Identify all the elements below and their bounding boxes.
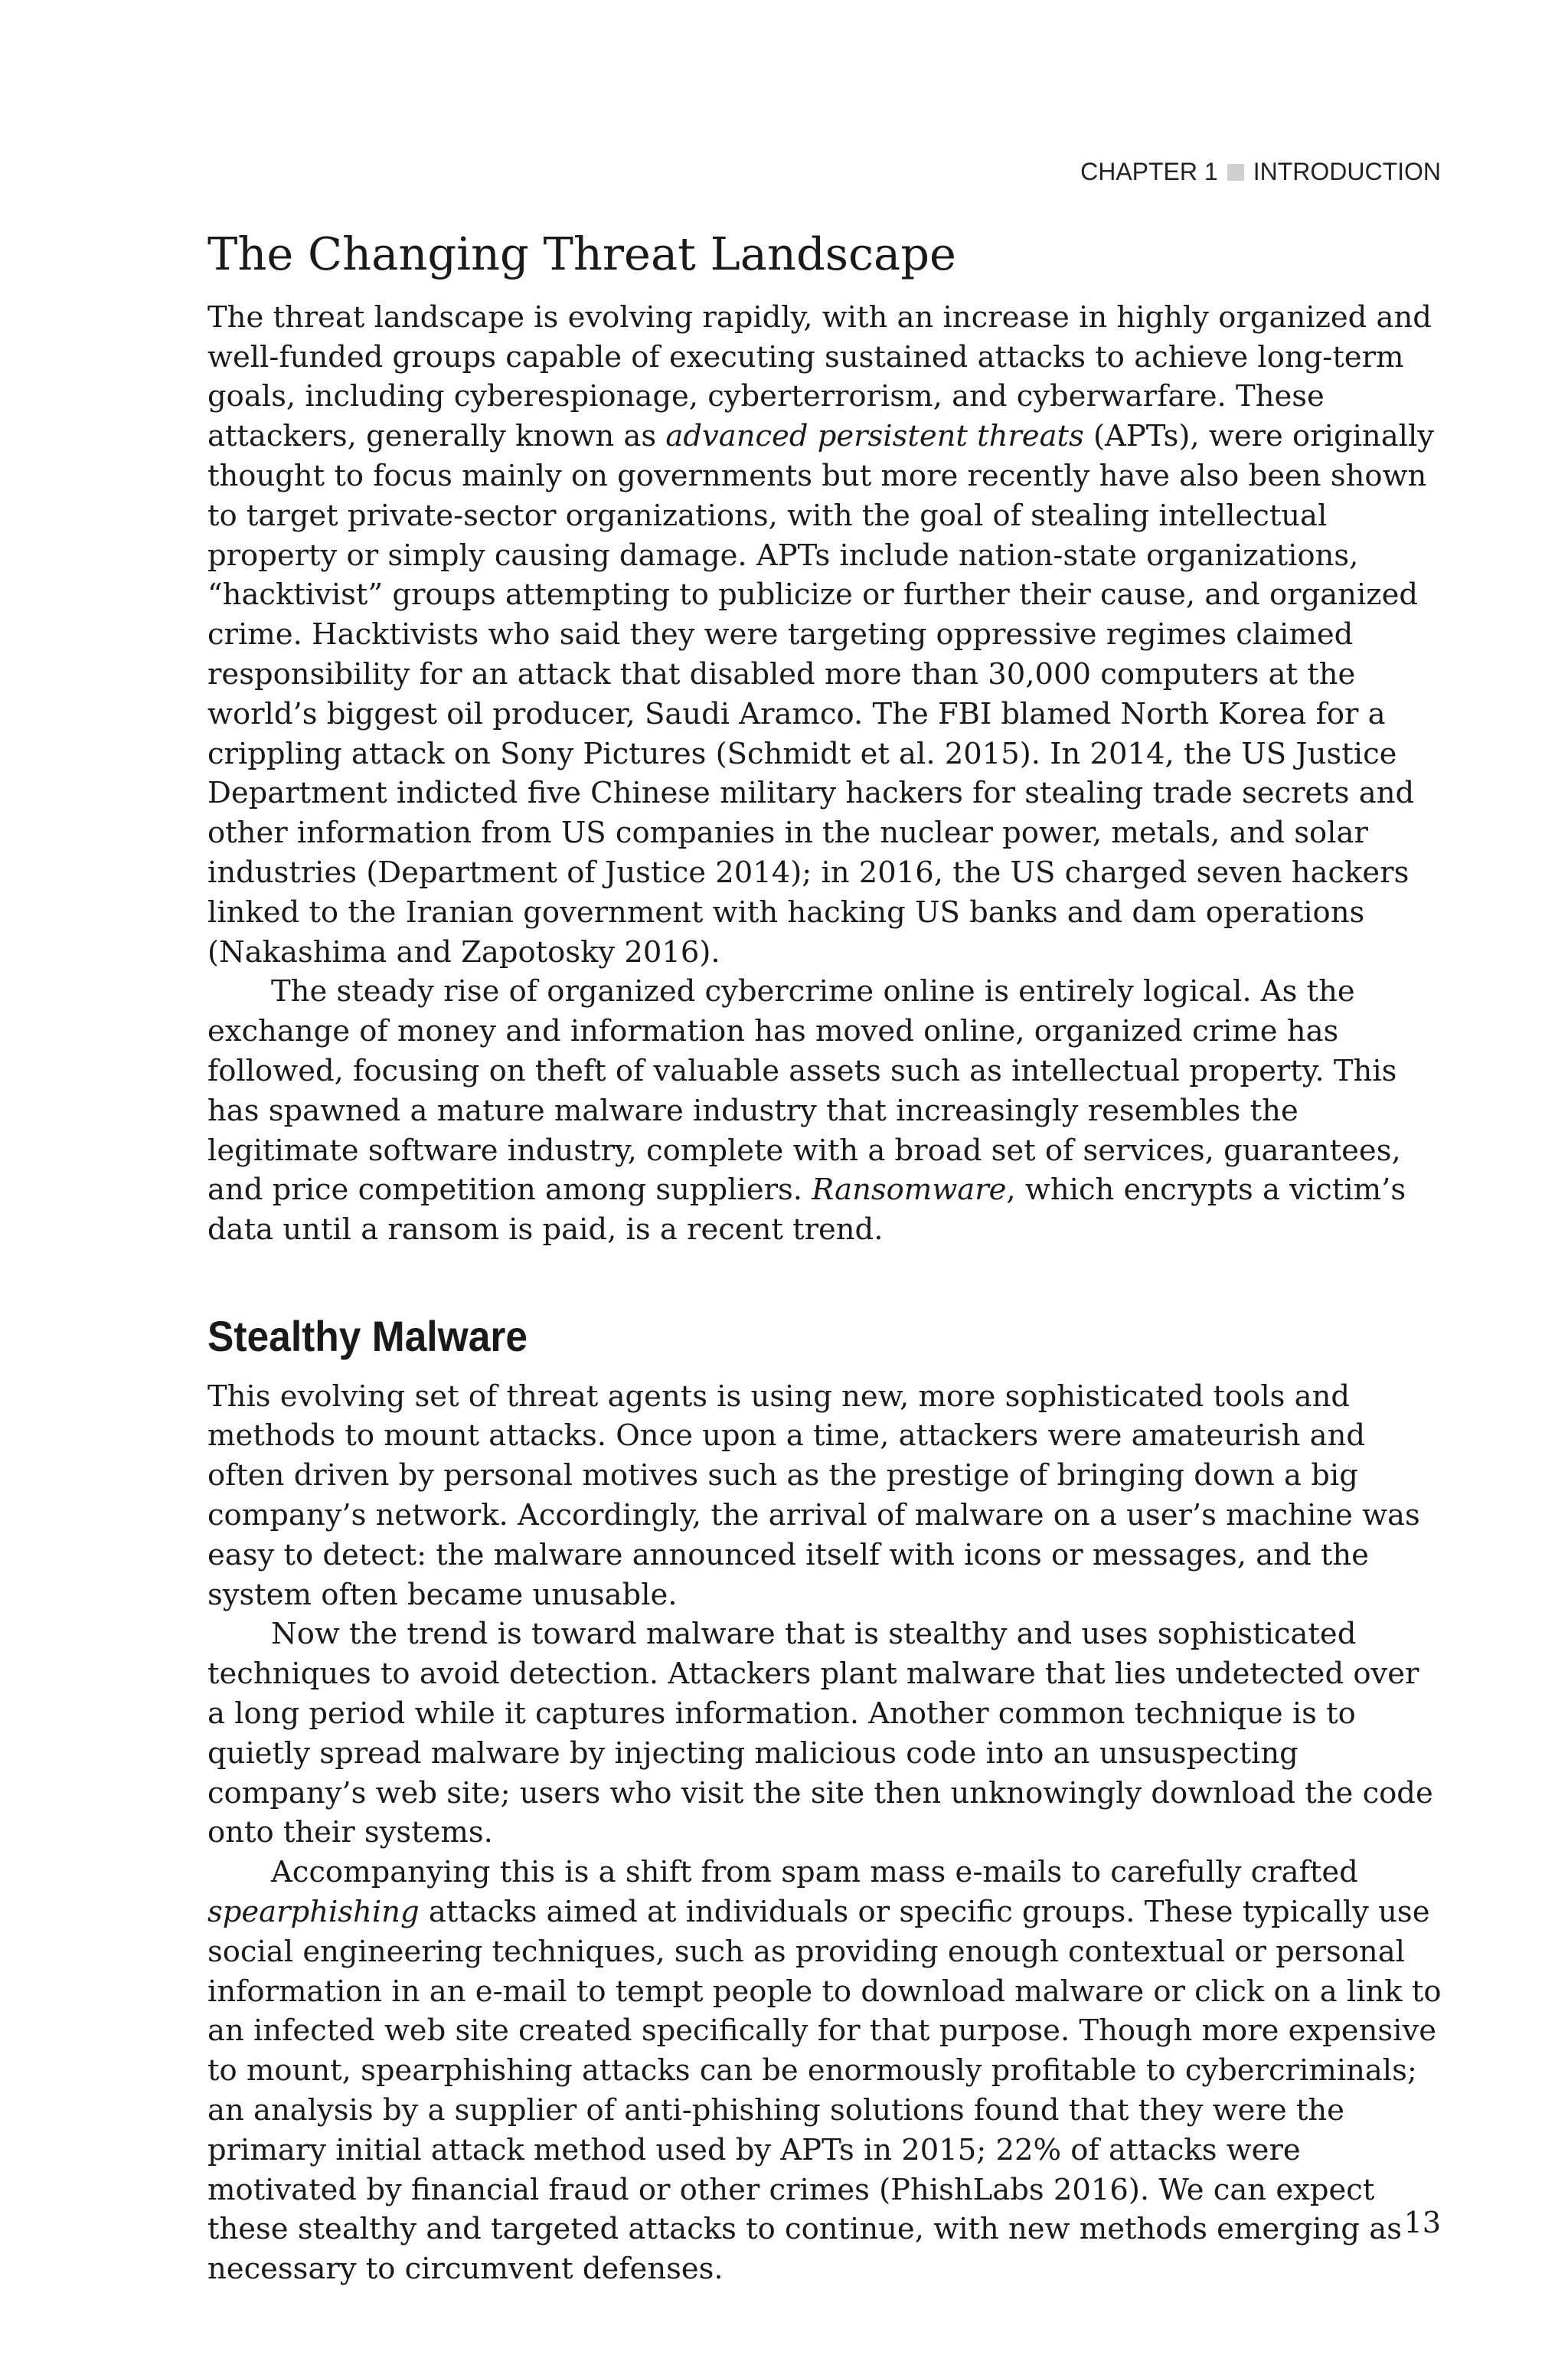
text-run: The steady rise of organized cybercrime online is entirely logical. As the exchange of money and information has moved online, organized crime has followed, focusing on theft of valuable assets such as intellectual property. This has spawned a mature malware industry that increasingly resembles the legitimate software industry, complete with a broad set of services, guarantees, and price competition among suppliers. [207, 974, 1401, 1208]
running-head [1080, 158, 1441, 186]
page-number: 13 [1403, 2206, 1441, 2239]
running-head-chapter: CHAPTER 1 [1080, 158, 1218, 185]
paragraph-stealthy-malware-3 [207, 1853, 1442, 2289]
emphasis-ransomware-term: Ransomware [812, 1173, 1007, 1208]
text-run: attacks aimed at individuals or specific groups. These typically use social engineering techniques, such as providing enough contextual or personal information in an e-mail to tempt people to download malware or click on a link to an infected web site created specifically for that purpose. Though more expensive to mount, spearphishing attacks can be enormously profitable to cybercriminals; an analysis by a supplier of anti-phishing solutions found that they were the primary initial attack method used by APTs in 2015; 22% of attacks were motivated by financial fraud or other crimes (PhishLabs 2016). We can expect these stealthy and targeted attacks to continue, with new methods emerging as necessary to circumvent defenses. [207, 1894, 1442, 2287]
page-content [207, 227, 1442, 2289]
emphasis-apt-term: advanced persistent threats [665, 419, 1084, 454]
paragraph-stealthy-malware-1: This evolving set of threat agents is using new, more sophisticated tools and methods to mount attacks. Once upon a time, attackers were amateurish and often driven by personal motives such as the prestige of bringing down a big company’s network. Accordingly, the arrival of malware on a user’s machine was easy to detect: the malware announced itself with icons or messages, and the system often became unusable. [207, 1379, 1420, 1612]
section-heading-changing-threat-landscape: The Changing Threat Landscape [207, 227, 956, 280]
text-run: , which encrypts a victim’s data until a ransom is paid, is a recent trend. [207, 1173, 1406, 1248]
section-heading-stealthy-malware: Stealthy Malware [207, 1312, 528, 1361]
text-run: Accompanying this is a shift from spam mass e-mails to carefully crafted [271, 1855, 1358, 1890]
text-run: The threat landscape is evolving rapidly, with an increase in highly organized and well-funded groups capable of executing sustained attacks to achieve long-term goals, including cyberespionage, cyberterrorism, and cyberwarfare. These attackers, generally known as [207, 299, 1432, 454]
paragraph-threat-landscape-1 [207, 298, 1442, 973]
section-spacer [207, 1250, 1442, 1313]
emphasis-spearphishing-term: spearphishing [207, 1894, 420, 1929]
text-run: (APTs), were originally thought to focus mainly on governments but more recently have also been shown to target private-sector organizations, with the goal of stealing intellectual property or simply causing damage. APTs include nation-state organizations, “hacktivist” groups attempting to publicize or further their cause, and organized crime. Hacktivists who said they were targeting oppressive regimes claimed responsibility for an attack that disabled more than 30,000 computers at the world’s biggest oil producer, Saudi Aramco. The FBI blamed North Korea for a crippling attack on Sony Pictures (Schmidt et al. 2015). In 2014, the US Justice Department indicted five Chinese military hackers for stealing trade secrets and other information from US companies in the nuclear power, metals, and solar industries (Department of Justice 2014); in 2016, the US charged seven hackers linked to the Iranian government with hacking US banks and dam operations (Nakashima and Zapotosky 2016). [207, 419, 1435, 970]
paragraph-threat-landscape-2 [207, 972, 1442, 1250]
running-head-separator-square-icon [1227, 164, 1244, 181]
running-head-title: INTRODUCTION [1253, 158, 1441, 185]
paragraph-stealthy-malware-2: Now the trend is toward malware that is stealthy and uses sophisticated techniques to avoid detection. Attackers plant malware that lies undetected over a long period while it captures information. Another common technique is to quietly spread malware by injecting malicious code into an unsuspecting company’s web site; users who visit the site then unknowingly download the code onto their systems. [207, 1617, 1433, 1850]
